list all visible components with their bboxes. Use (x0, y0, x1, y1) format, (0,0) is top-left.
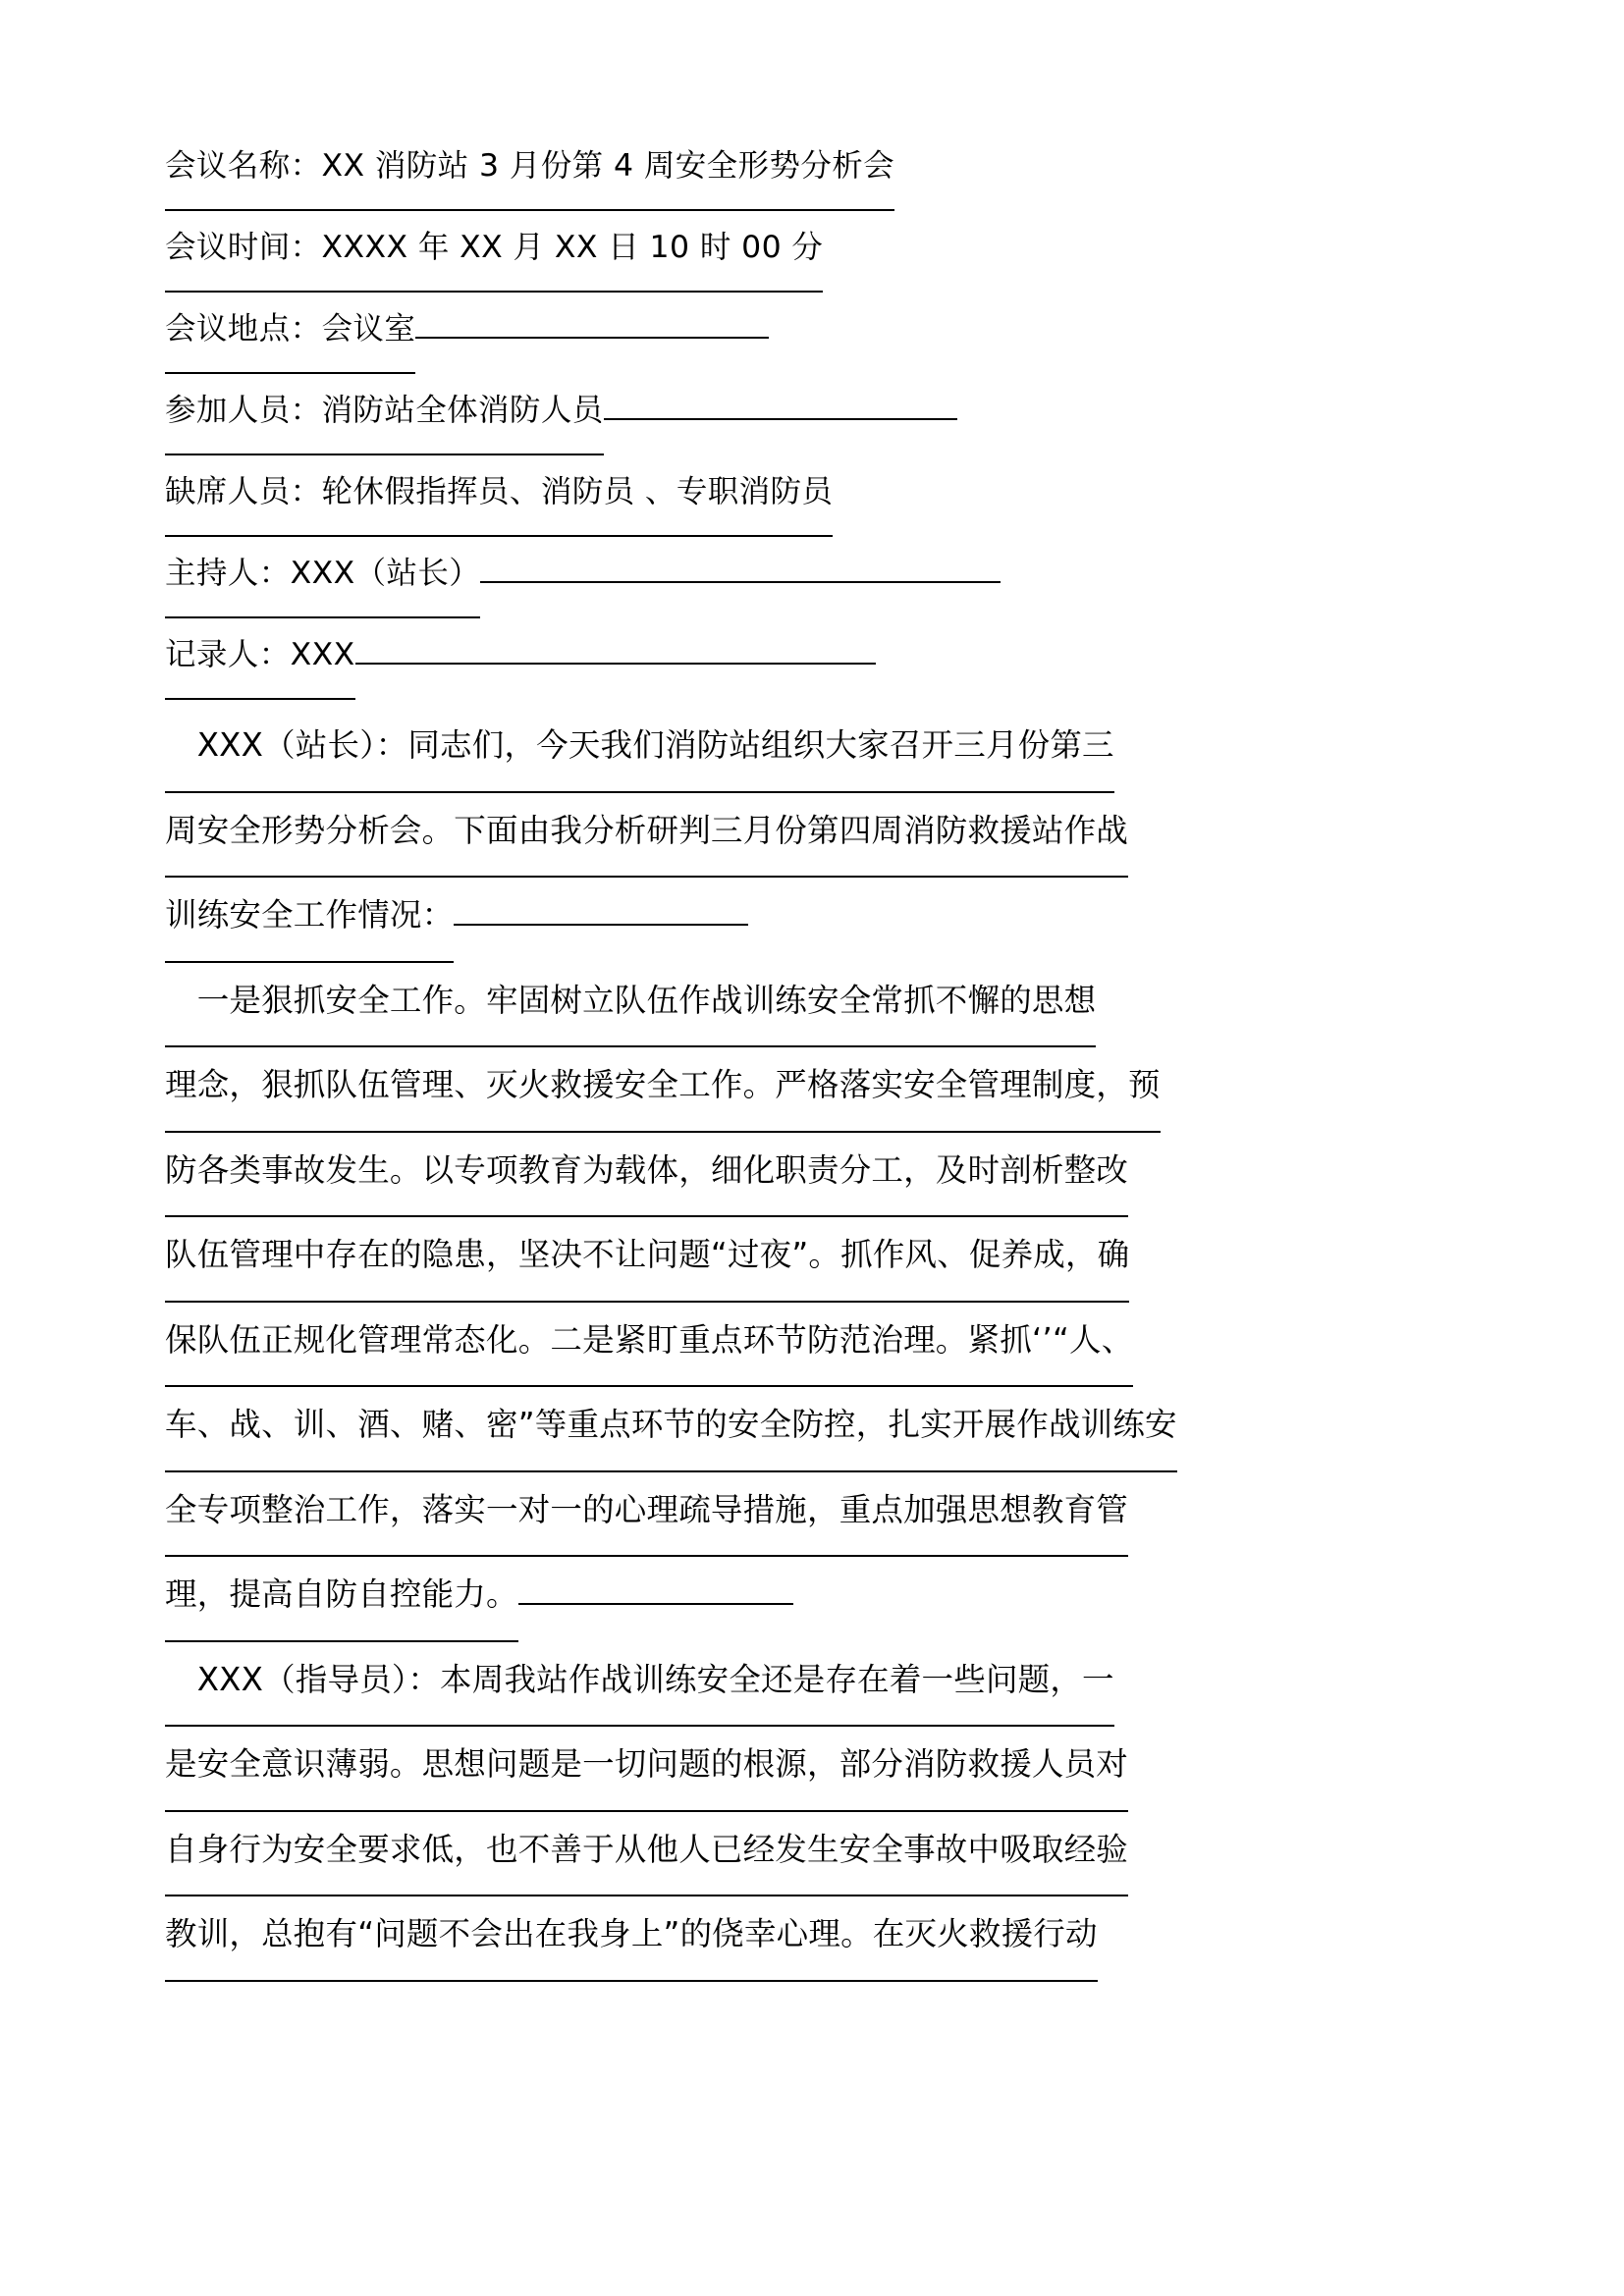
field-absentees-value: 轮休假指挥员、消防员 、专职消防员 (322, 455, 834, 537)
field-host-filler (480, 574, 1001, 583)
body-line-text: 队伍管理中存在的隐患，坚决不让问题“过夜”。抓作风、促养成，确 (165, 1217, 1129, 1303)
field-meeting-place-label: 会议地点： (165, 293, 322, 374)
body-line (165, 1727, 1471, 1812)
body-line-text: 防各类事故发生。以专项教育为载体，细化职责分工，及时剖析整改 (165, 1133, 1128, 1218)
body-line (165, 1896, 1471, 1982)
body-line (165, 1303, 1471, 1388)
body-line-text: 车、战、训、酒、赌、密”等重点环节的安全防控，扎实开展作战训练安 (165, 1387, 1177, 1472)
body-line-text: 是安全意识薄弱。思想问题是一切问题的根源，部分消防救援人员对 (165, 1727, 1128, 1812)
field-attendees (165, 374, 1471, 455)
field-meeting-time (165, 211, 1471, 293)
field-attendees-filler (604, 411, 957, 420)
field-absentees-label: 缺席人员： (165, 455, 322, 537)
field-meeting-time-label: 会议时间： (165, 211, 322, 293)
field-meeting-place-value: 会议室 (322, 293, 416, 374)
field-meeting-name-value: XX 消防站 3 月份第 4 周安全形势分析会 (322, 130, 895, 211)
field-attendees-label: 参加人员： (165, 374, 322, 455)
body-line-text: 保队伍正规化管理常态化。二是紧盯重点环节防范治理。紧抓‘’“人、 (165, 1303, 1133, 1388)
body-line-text: 一是狠抓安全工作。牢固树立队伍作战训练安全常抓不懈的思想 (165, 963, 1096, 1048)
body-line-filler (518, 1595, 793, 1605)
body-line (165, 793, 1471, 879)
body-line (165, 1642, 1471, 1728)
field-recorder-value: XXX (291, 618, 355, 700)
body-line-text: 理，提高自防自控能力。 (165, 1557, 518, 1642)
body-line (165, 1557, 1471, 1642)
body-line (165, 1047, 1471, 1133)
body-line-filler (454, 916, 748, 926)
field-meeting-time-value: XXXX 年 XX 月 XX 日 10 时 00 分 (322, 211, 824, 293)
body-line-text: 全专项整治工作，落实一对一的心理疏导措施，重点加强思想教育管 (165, 1472, 1128, 1558)
field-meeting-place-filler (415, 330, 769, 339)
field-host (165, 537, 1471, 618)
field-meeting-place (165, 293, 1471, 374)
body-line-text: 教训，总抱有“问题不会出在我身上”的侥幸心理。在灭火救援行动 (165, 1896, 1098, 1982)
field-host-value: XXX（站长） (291, 537, 481, 618)
body-line-text: 理念，狠抓队伍管理、灭火救援安全工作。严格落实安全管理制度，预 (165, 1047, 1161, 1133)
body-line-text: 周安全形势分析会。下面由我分析研判三月份第四周消防救援站作战 (165, 793, 1128, 879)
body-line (165, 1387, 1471, 1472)
body-line-text: 训练安全工作情况： (165, 878, 454, 963)
field-recorder-label: 记录人： (165, 618, 291, 700)
field-meeting-name (165, 130, 1471, 211)
body-line-text: XXX（站长）：同志们，今天我们消防站组织大家召开三月份第三 (165, 708, 1114, 793)
body-line (165, 963, 1471, 1048)
field-recorder (165, 618, 1471, 700)
body-line (165, 1472, 1471, 1558)
header-body-spacer (165, 700, 1471, 708)
body-line-text: XXX（指导员）：本周我站作战训练安全还是存在着一些问题，一 (165, 1642, 1114, 1728)
field-attendees-value: 消防站全体消防人员 (322, 374, 604, 455)
document-content (165, 130, 1471, 1982)
field-recorder-filler (355, 656, 876, 665)
body-line (165, 1812, 1471, 1897)
body-line-text: 自身行为安全要求低，也不善于从他人已经发生安全事故中吸取经验 (165, 1812, 1128, 1897)
body-line (165, 1133, 1471, 1218)
body-line (165, 878, 1471, 963)
field-absentees (165, 455, 1471, 537)
body-line (165, 708, 1471, 793)
body-line (165, 1217, 1471, 1303)
field-host-label: 主持人： (165, 537, 291, 618)
field-meeting-name-label: 会议名称： (165, 130, 322, 211)
